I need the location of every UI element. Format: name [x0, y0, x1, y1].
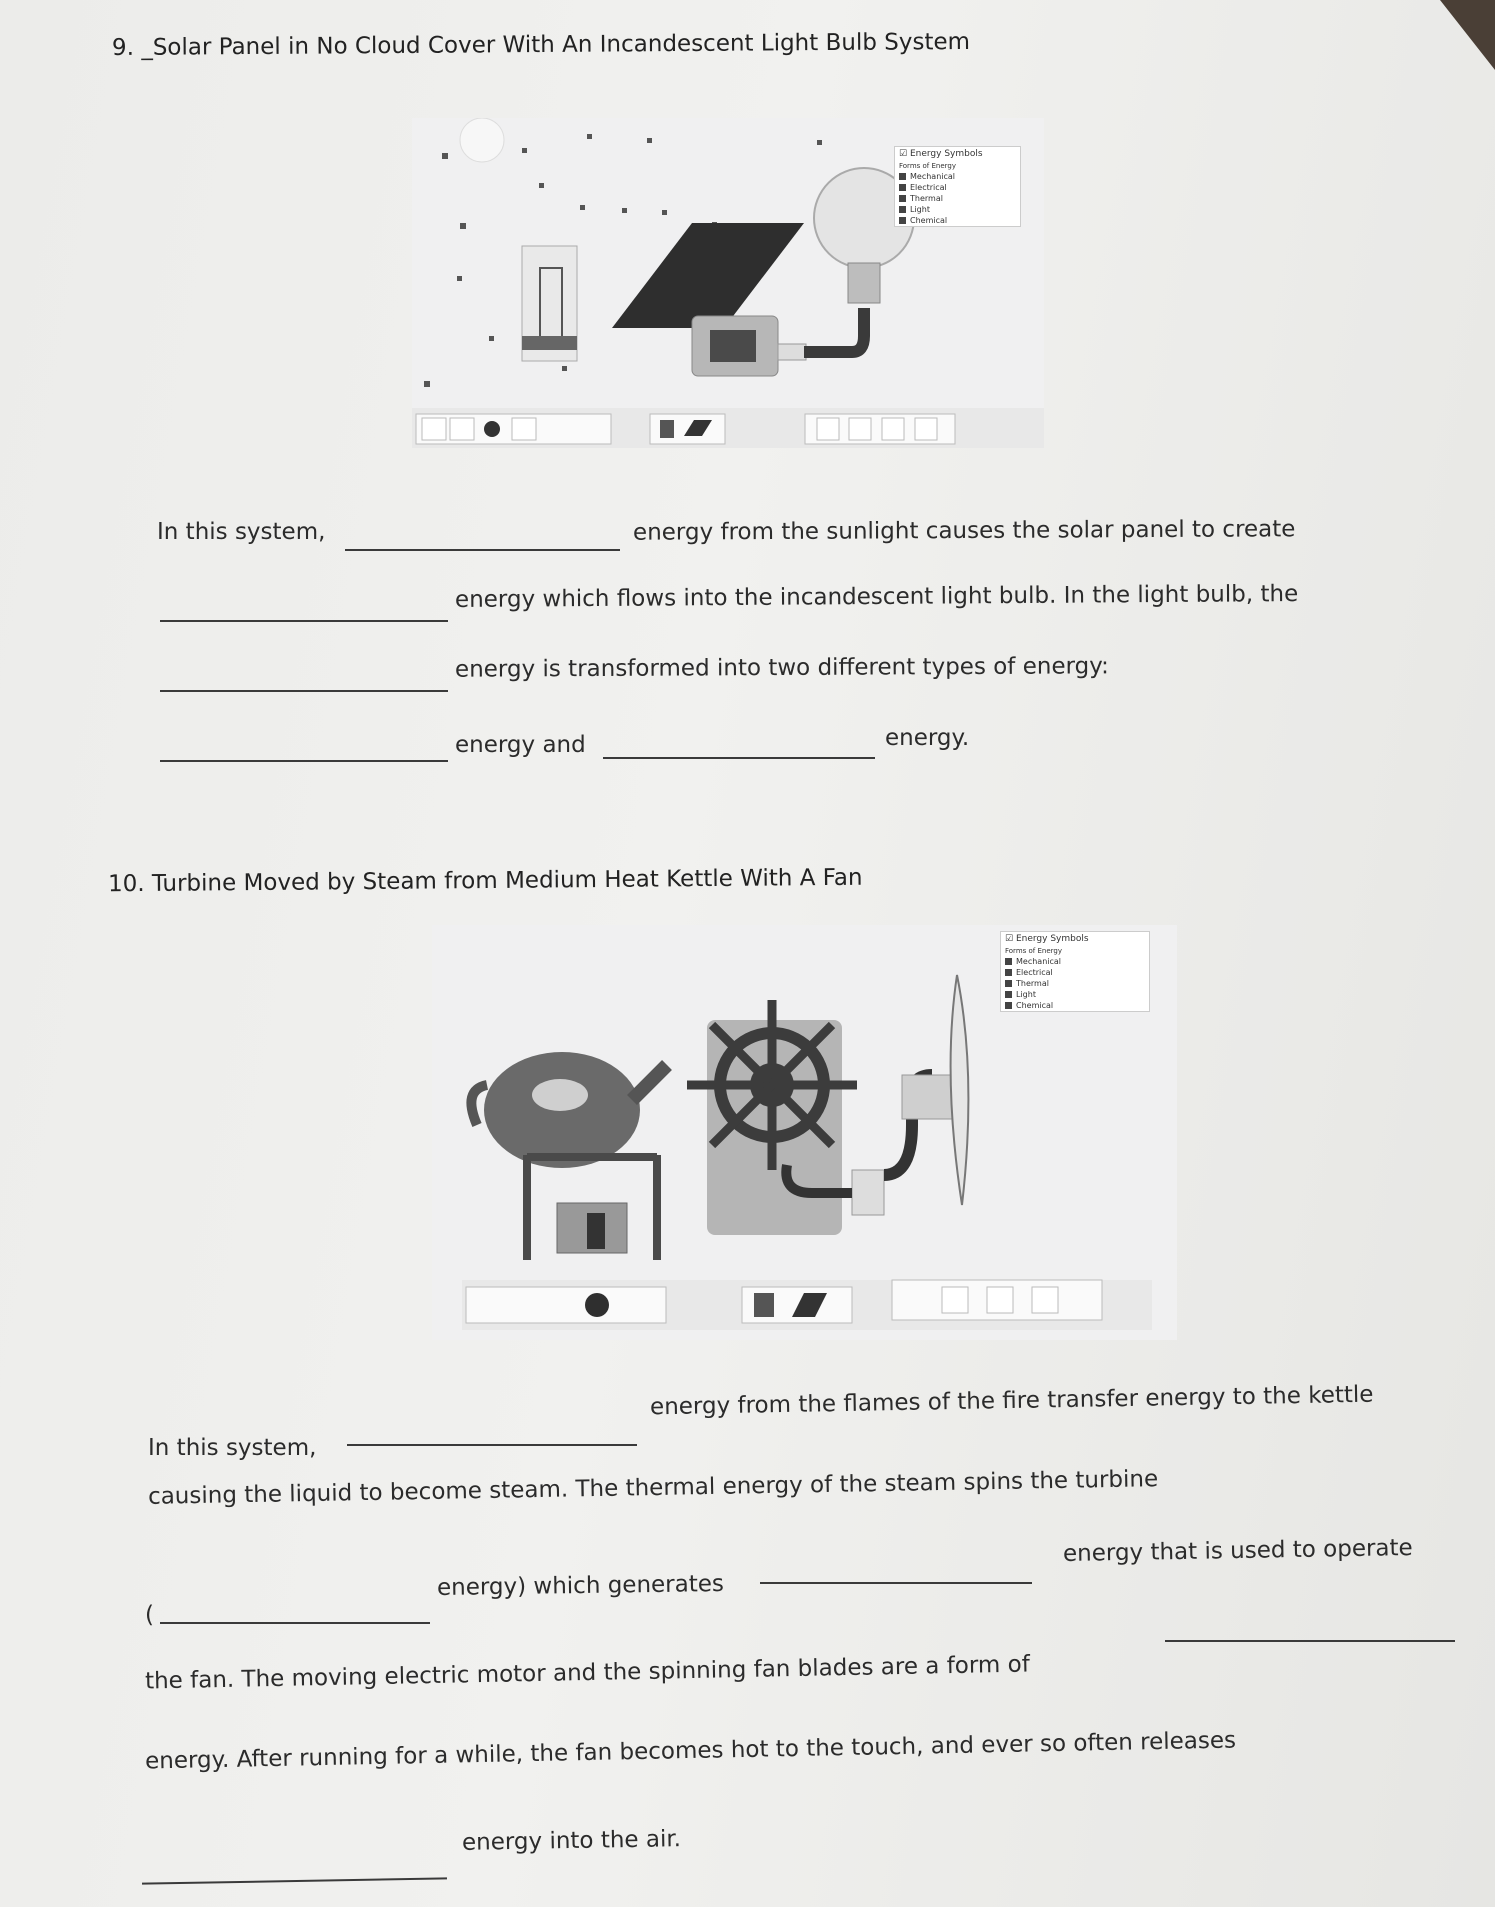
legend-item-label: Thermal — [910, 194, 943, 203]
checkbox-icon[interactable]: ☑ — [1005, 934, 1014, 944]
q10-line3-paren: ( — [145, 1602, 154, 1628]
legend-item-label: Light — [910, 205, 930, 214]
legend-item — [895, 215, 1020, 226]
q9-line4-end: energy. — [885, 725, 970, 751]
legend-item-label: Mechanical — [1016, 957, 1062, 966]
mechanical-swatch-icon — [899, 173, 906, 180]
legend-item-label: Chemical — [910, 216, 948, 225]
q10-blank-1[interactable] — [347, 1444, 637, 1446]
legend-item-label: Thermal — [1016, 979, 1049, 988]
legend-title-text: Energy Symbols — [1015, 934, 1089, 944]
q9-line1-end: energy from the sunlight causes the solar panel to create — [632, 516, 1296, 546]
legend-item — [1001, 956, 1149, 967]
legend-item — [895, 193, 1020, 204]
q9-line4-start: energy and — [455, 732, 586, 758]
energy-symbols-legend — [894, 146, 1021, 227]
legend-item — [1001, 978, 1149, 989]
q10-blank-2[interactable] — [160, 1622, 430, 1624]
q9-line2: energy which flows into the incandescent light bulb. In the light bulb, the — [454, 581, 1299, 613]
legend-item — [895, 171, 1020, 182]
chemical-swatch-icon — [1005, 1002, 1012, 1009]
mechanical-swatch-icon — [1005, 958, 1012, 965]
legend-item — [895, 204, 1020, 215]
legend-title — [895, 147, 1020, 161]
legend-item-label: Electrical — [910, 183, 947, 192]
q10-line3-middle: energy) which generates — [436, 1570, 725, 1602]
q10-line6: energy into the air. — [461, 1826, 682, 1856]
legend-title — [1001, 932, 1149, 946]
electrical-swatch-icon — [1005, 969, 1012, 976]
q10-line3-end: energy that is used to operate — [1062, 1534, 1413, 1568]
q9-blank-2[interactable] — [160, 620, 448, 622]
legend-forms-header: Forms of Energy — [899, 162, 956, 170]
electrical-swatch-icon — [899, 184, 906, 191]
q10-line4: the fan. The moving electric motor and the spinning fan blades are a form of — [144, 1651, 1031, 1695]
energy-symbols-legend-2 — [1000, 931, 1150, 1012]
thermal-swatch-icon — [899, 195, 906, 202]
chemical-swatch-icon — [899, 217, 906, 224]
legend-item — [1001, 967, 1149, 978]
q9-blank-4[interactable] — [160, 760, 448, 762]
turbine-sim-image — [432, 925, 1177, 1340]
q10-line5: energy. After running for a while, the fan becomes hot to the touch, and ever so often releases — [144, 1727, 1237, 1775]
legend-item — [895, 182, 1020, 193]
legend-item-label: Mechanical — [910, 172, 956, 181]
q10-line2: causing the liquid to become steam. The thermal energy of the steam spins the turbine — [147, 1466, 1159, 1510]
q9-blank-1[interactable] — [345, 549, 620, 551]
thermal-swatch-icon — [1005, 980, 1012, 987]
legend-title-text: Energy Symbols — [909, 149, 983, 159]
q9-line3: energy is transformed into two different types of energy: — [454, 653, 1109, 683]
q10-line1-end: energy from the flames of the fire transfer energy to the kettle — [649, 1381, 1374, 1421]
q10-line1-start: In this system, — [148, 1435, 317, 1461]
legend-item — [1001, 1000, 1149, 1011]
checkbox-icon[interactable]: ☑ — [899, 149, 908, 159]
legend-item-label: Chemical — [1016, 1001, 1054, 1010]
legend-item — [1001, 989, 1149, 1000]
q10-blank-4[interactable] — [1165, 1640, 1455, 1642]
light-swatch-icon — [1005, 991, 1012, 998]
solar-sim-image — [412, 118, 1044, 448]
q10-blank-3[interactable] — [760, 1582, 1032, 1584]
legend-forms-header: Forms of Energy — [1005, 947, 1062, 955]
q9-title: 9. _Solar Panel in No Cloud Cover With An Incandescent Light Bulb System — [111, 29, 971, 61]
q9-blank-3[interactable] — [160, 690, 448, 692]
q9-line1-start: In this system, — [157, 519, 326, 545]
q9-blank-5[interactable] — [603, 757, 875, 759]
q10-title: 10. Turbine Moved by Steam from Medium Heat Kettle With A Fan — [107, 864, 863, 898]
light-swatch-icon — [899, 206, 906, 213]
legend-item-label: Light — [1016, 990, 1036, 999]
legend-item-label: Electrical — [1016, 968, 1053, 977]
